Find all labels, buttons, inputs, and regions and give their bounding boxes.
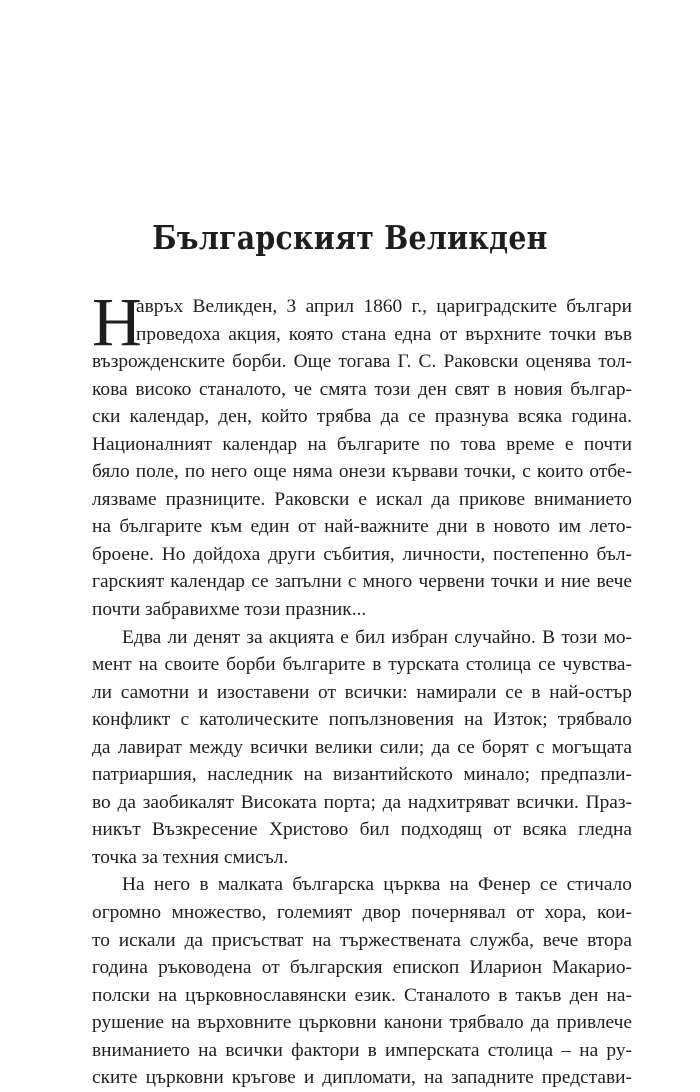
text-line: бяло поле, по него още няма онези кървави точки, с които отбе- xyxy=(92,461,632,483)
text-line: лязваме празниците. Раковски е искал да прикове вниманието xyxy=(92,488,632,510)
text-line: възрожденските борби. Още тогава Г. С. Раковски оценява тол- xyxy=(92,351,632,373)
text-line: проведоха акция, която стана една от върхните точки във xyxy=(136,323,632,345)
text-line: ските църковни кръгове и дипломати, на западните представи- xyxy=(92,1067,632,1089)
text-line: патриаршия, наследник на византийското минало; предпазли- xyxy=(92,764,632,786)
text-line: конфликт с католическите попълзновения на Изток; трябвало xyxy=(92,709,632,731)
text-line: мент на своите борби българите в турската столица се чувства- xyxy=(92,654,632,676)
chapter-title: Българският Великден xyxy=(152,218,548,257)
text-line: полски на църковнославянски език. Станалото в такъв ден на- xyxy=(92,984,632,1006)
body-text xyxy=(92,284,632,1092)
text-line: на българите към един от най-важните дни в новото им лето- xyxy=(92,516,632,538)
text-line: Националният календар на българите по това време е почти xyxy=(92,433,632,455)
text-line: никът Възкресение Христово бил подходящ от всяка гледна xyxy=(92,819,632,841)
text-line: точка за техния смисъл. xyxy=(92,846,289,868)
text-line: авръх Великден, 3 април 1860 г., цариградските българи xyxy=(136,296,632,317)
text-line: ски календар, ден, който трябва да се празнува всяка година. xyxy=(92,406,632,428)
text-line: рушение на върховните църковни канони трябвало да привлече xyxy=(92,1012,632,1034)
text-line: во да заобикалят Високата порта; да надхитряват всички. Праз- xyxy=(92,791,632,813)
text-line: броене. Но дойдоха други събития, личности, постепенно бъл- xyxy=(92,543,632,565)
text-line: гарският календар се запълни с много червени точки и ние вече xyxy=(92,571,632,593)
text-line: да лавират между всички велики сили; да се борят с могъщата xyxy=(92,736,632,758)
text-line: вниманието на всички фактори в имперската столица – на ру- xyxy=(92,1039,632,1061)
text-line: почти забравихме този празник... xyxy=(92,599,367,621)
text-line: кова високо станалото, че смята този ден свят в новия българ- xyxy=(92,378,632,400)
text-line: ли самотни и изоставени от всички: намирали се в най-остър xyxy=(92,681,632,703)
text-line: то искали да присъстват на тържествената служба, вече втора xyxy=(92,929,632,951)
text-line: Едва ли денят за акцията е бил избран случайно. В този мо- xyxy=(122,626,632,648)
text-line: огромно множество, големият двор почернявал от хора, кои- xyxy=(92,902,632,924)
text-line: година ръководена от българския епископ Иларион Макарио- xyxy=(92,957,632,979)
text-line: На него в малката българска църква на Фенер се стичало xyxy=(122,874,632,896)
drop-cap: Н xyxy=(92,284,142,360)
